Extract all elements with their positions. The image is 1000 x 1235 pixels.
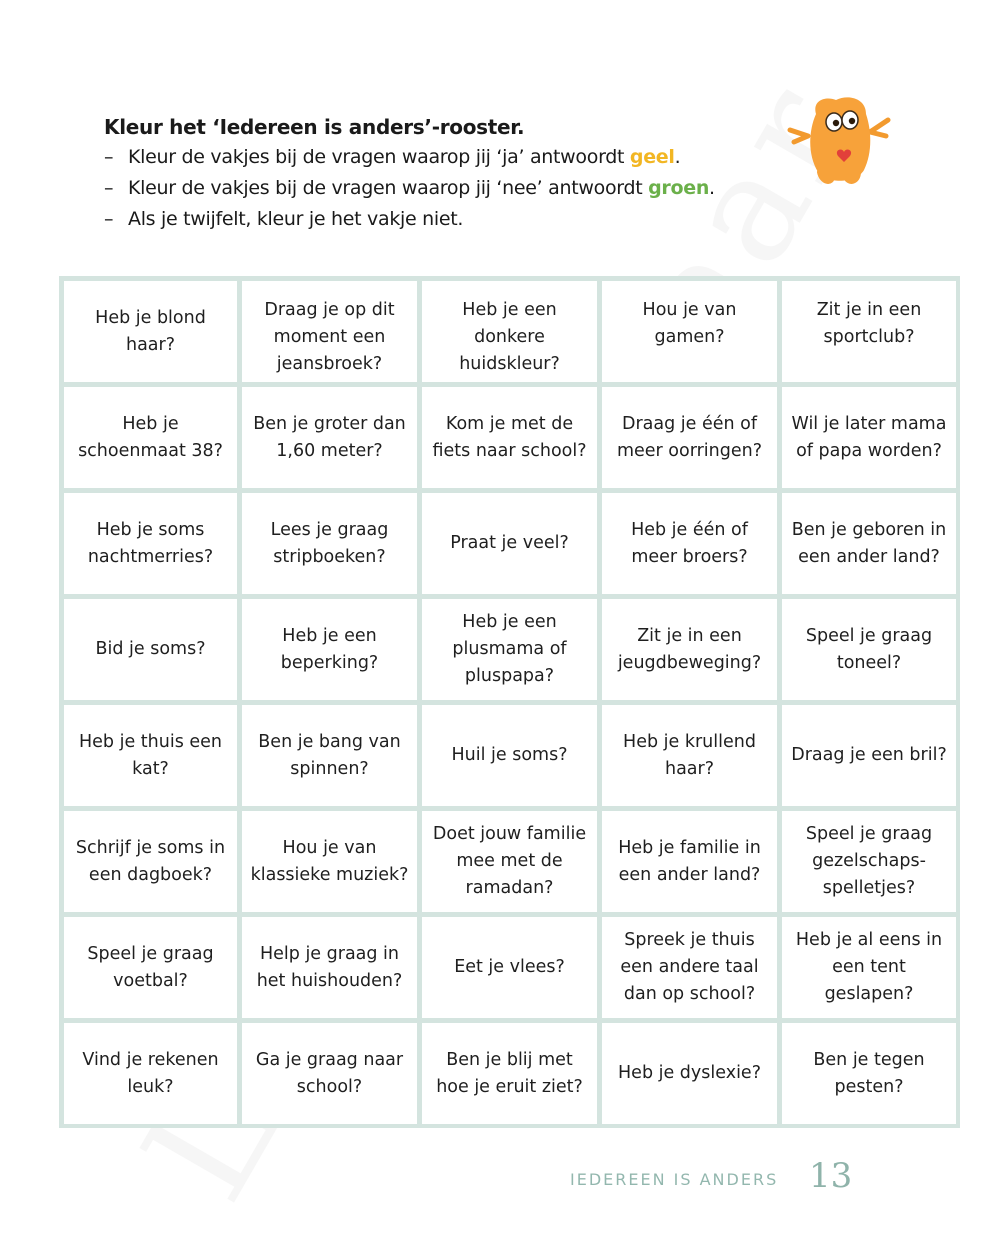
grid-cell[interactable]: Help je graag in het huishouden?	[242, 917, 417, 1018]
instructions	[104, 112, 764, 235]
color-word-geel: geel	[629, 146, 675, 168]
grid-cell[interactable]: Heb je al eens in een tent geslapen?	[782, 917, 956, 1018]
period: .	[674, 146, 681, 168]
grid-cell[interactable]: Heb je familie in een ander land?	[602, 811, 777, 912]
grid-cell[interactable]: Heb je een plusmama of pluspapa?	[422, 599, 597, 700]
grid-cell[interactable]: Wil je later mama of papa worden?	[782, 387, 956, 488]
grid-cell[interactable]: Heb je schoenmaat 38?	[64, 387, 237, 488]
grid-cell[interactable]: Ben je tegen pesten?	[782, 1023, 956, 1124]
instruction-line-groen	[104, 173, 764, 204]
instruction-line-twijfel	[104, 204, 764, 235]
grid-cell[interactable]: Bid je soms?	[64, 599, 237, 700]
instruction-text: Kleur de vakjes bij de vragen waarop jij ‘nee’ antwoordt	[128, 177, 649, 199]
instruction-text: Kleur de vakjes bij de vragen waarop jij ‘ja’ antwoordt	[128, 146, 630, 168]
grid-cell[interactable]: Kom je met de fiets naar school?	[422, 387, 597, 488]
grid-cell[interactable]: Draag je één of meer oorringen?	[602, 387, 777, 488]
color-word-groen: groen	[648, 177, 710, 199]
grid-cell[interactable]: Ben je geboren in een ander land?	[782, 493, 956, 594]
question-grid	[59, 276, 960, 1128]
bullet-dash: –	[104, 208, 114, 230]
grid-cell[interactable]: Speel je graag gezelschaps-spelletjes?	[782, 811, 956, 912]
grid-cell[interactable]: Heb je één of meer broers?	[602, 493, 777, 594]
grid-cell[interactable]: Heb je dyslexie?	[602, 1023, 777, 1124]
grid-cell[interactable]: Eet je vlees?	[422, 917, 597, 1018]
grid-cell[interactable]: Hou je van klassieke muziek?	[242, 811, 417, 912]
grid-cell[interactable]: Heb je thuis een kat?	[64, 705, 237, 806]
grid-cell[interactable]: Lees je graag stripboeken?	[242, 493, 417, 594]
grid-cell[interactable]: Doet jouw familie mee met de ramadan?	[422, 811, 597, 912]
grid-cell[interactable]: Draag je een bril?	[782, 705, 956, 806]
grid-cell[interactable]: Spreek je thuis een andere taal dan op school?	[602, 917, 777, 1018]
bullet-dash: –	[104, 177, 114, 199]
grid-cell[interactable]: Heb je een beperking?	[242, 599, 417, 700]
grid-cell[interactable]: Praat je veel?	[422, 493, 597, 594]
grid-cell[interactable]: Vind je rekenen leuk?	[64, 1023, 237, 1124]
page-number: 13	[809, 1156, 853, 1196]
grid-cell[interactable]: Speel je graag voetbal?	[64, 917, 237, 1018]
grid-cell[interactable]: Heb je blond haar?	[64, 281, 237, 382]
grid-cell[interactable]: Ben je blij met hoe je eruit ziet?	[422, 1023, 597, 1124]
grid-cell[interactable]: Heb je soms nachtmerries?	[64, 493, 237, 594]
grid-cell[interactable]: Schrijf je soms in een dagboek?	[64, 811, 237, 912]
bullet-dash: –	[104, 146, 114, 168]
instruction-text: Als je twijfelt, kleur je het vakje niet.	[128, 208, 464, 230]
grid-cell[interactable]: Speel je graag toneel?	[782, 599, 956, 700]
grid-cell[interactable]: Zit je in een jeugdbeweging?	[602, 599, 777, 700]
orange-monster-mascot-icon	[786, 92, 894, 188]
grid-cell[interactable]: Ga je graag naar school?	[242, 1023, 417, 1124]
instructions-title: Kleur het ‘Iedereen is anders’-rooster.	[104, 115, 525, 139]
grid-cell[interactable]: Heb je een donkere huidskleur?	[422, 281, 597, 382]
grid-cell[interactable]: Heb je krullend haar?	[602, 705, 777, 806]
grid-cell[interactable]: Hou je van gamen?	[602, 281, 777, 382]
grid-cell[interactable]: Ben je bang van spinnen?	[242, 705, 417, 806]
instruction-line-geel	[104, 142, 764, 173]
footer-chapter-title: IEDEREEN IS ANDERS	[570, 1170, 779, 1189]
grid-cell[interactable]: Zit je in een sportclub?	[782, 281, 956, 382]
grid-cell[interactable]: Draag je op dit moment een jeansbroek?	[242, 281, 417, 382]
period: .	[709, 177, 715, 199]
grid-cell[interactable]: Huil je soms?	[422, 705, 597, 806]
grid-cell[interactable]: Ben je groter dan 1,60 meter?	[242, 387, 417, 488]
